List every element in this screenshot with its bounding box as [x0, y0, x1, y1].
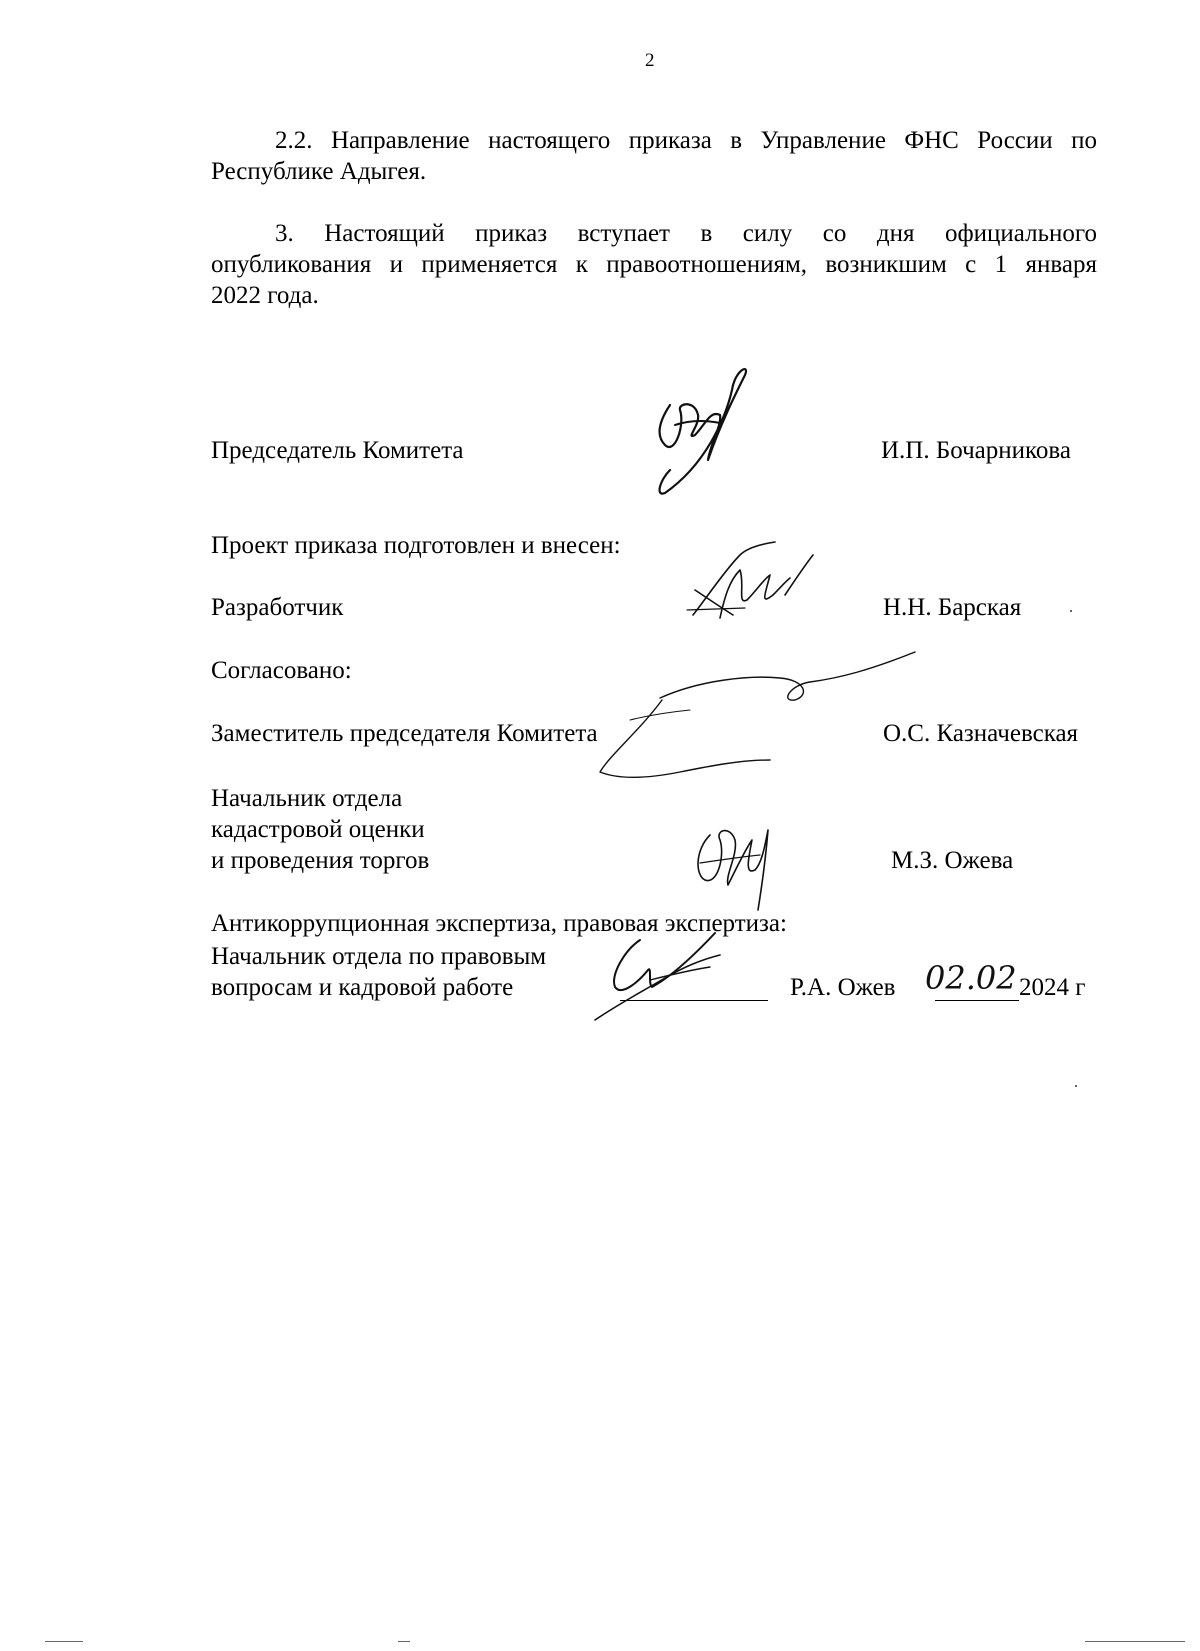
handwritten-date: 02.02	[925, 959, 1017, 997]
cadastral-head-signature	[690, 815, 790, 915]
chairman-name: И.П. Бочарникова	[881, 437, 1071, 464]
deputy-name: О.С. Казначевская	[883, 720, 1079, 747]
scan-edge-mark	[1085, 1641, 1185, 1642]
legal-head-name: Р.А. Ожев	[790, 974, 896, 1001]
scan-dot	[1075, 1085, 1077, 1087]
agreed-heading: Согласовано:	[211, 657, 352, 684]
prepared-by-heading: Проект приказа подготовлен и внесен:	[211, 532, 621, 559]
paragraph-2-2-line-2: Республике Адыгея.	[211, 158, 427, 185]
cadastral-head-position-line-2: кадастровой оценки	[211, 816, 425, 843]
date-underline	[935, 1000, 1019, 1001]
cadastral-head-position-line-3: и проведения торгов	[211, 847, 430, 874]
scan-edge-mark	[45, 1641, 83, 1642]
developer-name: Н.Н. Барская	[883, 594, 1022, 621]
paragraph-2-2-line-1: 2.2. Направление настоящего приказа в Управление ФНС России по	[275, 127, 1097, 154]
paragraph-3-line-1: 3. Настоящий приказ вступает в силу со дня официального	[275, 220, 1097, 247]
cadastral-head-position-line-1: Начальник отдела	[211, 785, 403, 812]
legal-head-position-line-1: Начальник отдела по правовым	[211, 943, 547, 970]
scan-dot	[1070, 610, 1072, 612]
deputy-position: Заместитель председателя Комитета	[211, 720, 598, 747]
chairman-signature	[650, 365, 760, 500]
legal-head-signature	[590, 925, 740, 1025]
scan-edge-mark	[398, 1641, 410, 1642]
deputy-signature	[590, 660, 920, 810]
developer-signature	[685, 540, 825, 625]
paragraph-3-line-3: 2022 года.	[211, 282, 319, 309]
paragraph-3	[211, 218, 1097, 311]
legal-head-position-line-2: вопросам и кадровой работе	[211, 974, 514, 1001]
expertise-heading: Антикоррупционная экспертиза, правовая экспертиза:	[211, 910, 787, 937]
paragraph-2-2	[211, 125, 1097, 187]
page-number: 2	[645, 50, 655, 71]
paragraph-3-line-2: опубликования и применяется к правоотношениям, возникшим с 1 января	[211, 251, 1097, 278]
cadastral-head-name: М.З. Ожева	[891, 847, 1014, 874]
legal-head-date-year: 2024 г	[1019, 974, 1086, 1001]
developer-position: Разработчик	[211, 594, 344, 621]
chairman-position: Председатель Комитета	[211, 437, 464, 464]
